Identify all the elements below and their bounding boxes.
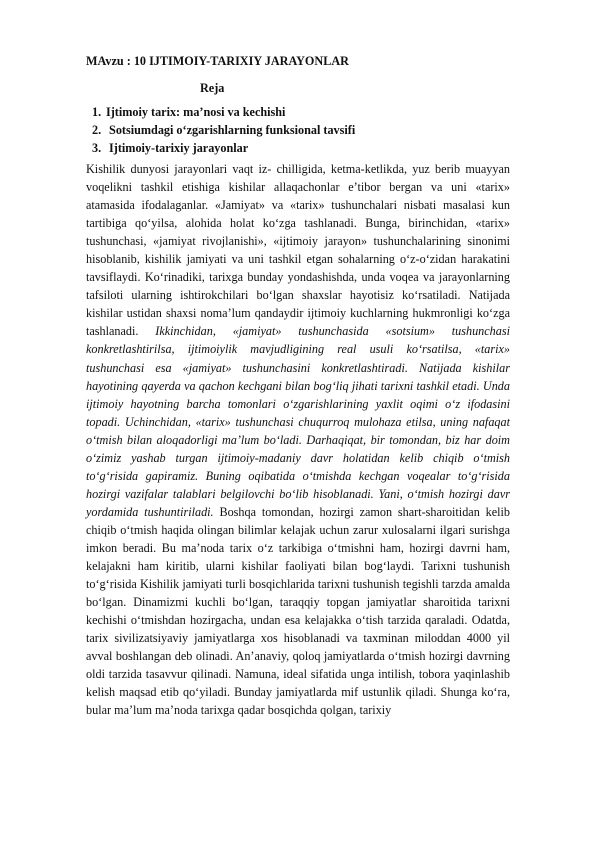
plan-item-text: Ijtimoiy-tarixiy jarayonlar — [109, 141, 249, 155]
plan-item — [92, 139, 510, 157]
plan-item-text: Sotsiumdagi oʻzgarishlarning funksional tavsifi — [109, 123, 356, 137]
plan-list — [86, 103, 510, 157]
body-paragraph — [86, 160, 510, 719]
plan-heading: Reja — [200, 81, 225, 95]
plan-item-text: Ijtimoiy tarix: ma’nosi va kechishi — [106, 105, 286, 119]
plan-item-number: 2. — [92, 123, 102, 137]
document-page — [86, 54, 510, 719]
body-text-regular: Kishilik dunyosi jarayonlari vaqt iz- chilligida, ketma-ketlikda, yuz berib muayyan voqelikni tashkil etishiga kishilar allaqachonlar e’tibor bergan va uni «tarix» atamasida ifodalaganlar. «Jamiyat» va «tarix» tushunchalari nisbati masalasi kun tartibiga qoʻyilsa, alohida holat koʻzga tashlanadi. Bunga, birinchidan, «tarix» tushunchasi, «jamiyat rivojlanishi», «ijtimoiy jarayon» tushunchalarining sinonimi hisoblanib, kishilik jamiyati va uni tashkil etgan sohalarning oʻz-oʻzidan harakatini tavsiflaydi. Koʻrinadiki, tarixga bunday yondashishda, unda voqea va jarayonlarning tafsiloti ularning ishtirokchilari boʻlgan shaxslar hayotisiz koʻrsatiladi. Natijada kishilar ustidan shaxsi noma’lum qandaydir ijtimoiy kuchlarning hukmronligi koʻzga tashlanadi. — [86, 162, 510, 339]
plan-item-number: 1. — [92, 105, 102, 119]
plan-item-number: 3. — [92, 141, 102, 155]
plan-item — [92, 103, 510, 121]
body-text-italic: Ikkinchidan, «jamiyat» tushunchasida «sotsium» tushunchasi konkretlashtirilsa, ijtimoiylik mavjudligining real usuli ko‘rsatilsa, «tarix» tushunchasi esa «jamiyat» tushunchasini konkretlashtiradi. Natijada kishilar hayotining qayerda va qachon kechgani bilan bogʻliq jihati tarixni tashkil etadi. Unda ijtimoiy hayotning barcha tomonlari oʻzgarishlarining yaxlit oqimi oʻz ifodasini topadi. Uchinchidan, «tarix» tushunchasi chuqurroq mulohaza etilsa, uning nafaqat oʻtmish bilan aloqadorligi ma’lum boʻladi. Darhaqiqat, bir tomondan, biz har doim oʻzimiz yashab turgan ijtimoiy-madaniy davr holatidan kelib chiqib oʻtmish toʻgʻrisida gapiramiz. Buning oqibatida oʻtmishda kechgan voqealar toʻgʻrisida hozirgi vazifalar talablari belgilovchi boʻlib hisoblanadi. Yani, oʻtmish hozirgi davr yordamida tushuntiriladi. — [86, 324, 510, 519]
body-text-regular-continued: Boshqa tomondan, hozirgi zamon shart-sharoitidan kelib chiqib oʻtmish haqida olingan bilimlar kelajak uchun zarur xulosalarni ilgari surishga imkon beradi. Bu ma’noda tarix oʻz tarkibiga oʻtmishni ham, hozirgi davrni ham, kelajakni ham kiritib, ularni kishilar faoliyati bilan bogʻlaydi. Tarixni tushunish toʻgʻrisida Kishilik jamiyati turli bosqichlarida tarixni tushunish tegishli tarzda amalda boʻlgan. Dinamizmi kuchli boʻlgan, taraqqiy topgan jamiyatlar sharoitida tarixni kechishi oʻtmishdan hozirgacha, undan esa kelajakka oʻtish tarzida qaraladi. Odatda, tarix sivilizatsiyaviy jamiyatlarga xos hisoblanadi va taxminan miloddan 4000 yil avval boshlangan deb olinadi. An’anaviy, qoloq jamiyatlarda oʻtmish hozirgi davrning oldi tarzida tasavvur qilinadi. Namuna, ideal sifatida unga intilish, tobora yaqinlashib kelish maqsad etib qoʻyiladi. Bunday jamiyatlarda mif ustunlik qiladi. Shunga koʻra, bular ma’lum ma’noda tarixga qadar bosqichda qolgan, tarixiy — [86, 504, 510, 718]
plan-item — [92, 121, 510, 139]
document-title: MAvzu : 10 IJTIMOIY-TARIXIY JARAYONLAR — [86, 54, 349, 68]
